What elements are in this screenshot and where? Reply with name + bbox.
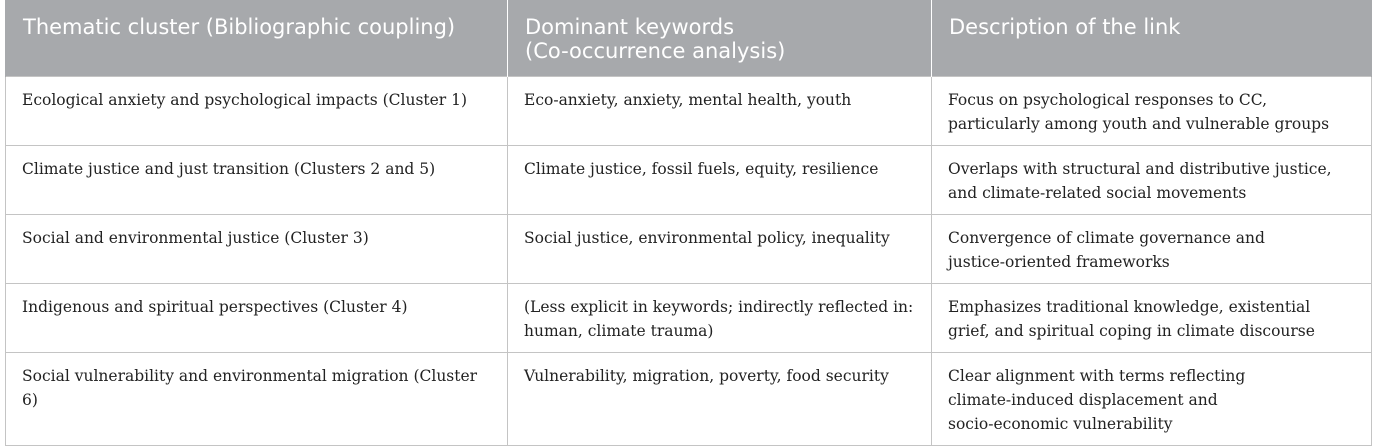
cell-text: Social vulnerability and environmental migration (Cluster 6) bbox=[22, 367, 478, 409]
cell-text: (Less explicit in keywords; indirectly reflected in: human, climate trauma) bbox=[524, 298, 914, 340]
cell-text: Emphasizes traditional knowledge, existential grief, and spiritual coping in climate discourse bbox=[948, 298, 1315, 340]
cell-description bbox=[932, 146, 1372, 215]
table-row bbox=[6, 77, 1372, 146]
cell-text: Climate justice, fossil fuels, equity, resilience bbox=[524, 160, 879, 178]
cell-cluster bbox=[6, 284, 508, 353]
cell-text: Ecological anxiety and psychological impacts (Cluster 1) bbox=[22, 91, 468, 109]
cell-text: Indigenous and spiritual perspectives (Cluster 4) bbox=[22, 298, 408, 316]
cell-keywords bbox=[508, 284, 932, 353]
cell-keywords bbox=[508, 215, 932, 284]
header-dominant-keywords bbox=[508, 0, 932, 77]
header-label: Thematic cluster (Bibliographic coupling) bbox=[23, 15, 456, 39]
cell-text: Clear alignment with terms reflecting climate-induced displacement and socio-economic vulnerability bbox=[948, 367, 1246, 433]
header-label: Description of the link bbox=[949, 15, 1181, 39]
cell-text: Vulnerability, migration, poverty, food security bbox=[524, 367, 889, 385]
header-label: Dominant keywords (Co-occurrence analysis) bbox=[525, 15, 786, 63]
cell-description bbox=[932, 353, 1372, 446]
cell-cluster bbox=[6, 215, 508, 284]
cell-description bbox=[932, 215, 1372, 284]
cell-text: Social justice, environmental policy, inequality bbox=[524, 229, 890, 247]
cell-text: Eco-anxiety, anxiety, mental health, youth bbox=[524, 91, 852, 109]
table-row bbox=[6, 284, 1372, 353]
cell-text: Convergence of climate governance and justice-oriented frameworks bbox=[948, 229, 1265, 271]
header-row bbox=[6, 0, 1372, 77]
table-header bbox=[6, 0, 1372, 77]
cell-keywords bbox=[508, 146, 932, 215]
header-description bbox=[932, 0, 1372, 77]
cell-text: Focus on psychological responses to CC, particularly among youth and vulnerable groups bbox=[948, 91, 1330, 133]
cell-text: Overlaps with structural and distributive justice, and climate-related social movements bbox=[948, 160, 1332, 202]
cell-description bbox=[932, 77, 1372, 146]
table-row bbox=[6, 146, 1372, 215]
header-thematic-cluster bbox=[6, 0, 508, 77]
cell-cluster bbox=[6, 353, 508, 446]
cell-keywords bbox=[508, 353, 932, 446]
table-body bbox=[6, 77, 1372, 446]
table-row bbox=[6, 353, 1372, 446]
table bbox=[5, 0, 1372, 446]
cell-cluster bbox=[6, 77, 508, 146]
cell-keywords bbox=[508, 77, 932, 146]
cell-cluster bbox=[6, 146, 508, 215]
cell-text: Climate justice and just transition (Clusters 2 and 5) bbox=[22, 160, 436, 178]
cluster-keyword-table bbox=[5, 0, 1371, 446]
cell-description bbox=[932, 284, 1372, 353]
table-row bbox=[6, 215, 1372, 284]
cell-text: Social and environmental justice (Cluster 3) bbox=[22, 229, 369, 247]
